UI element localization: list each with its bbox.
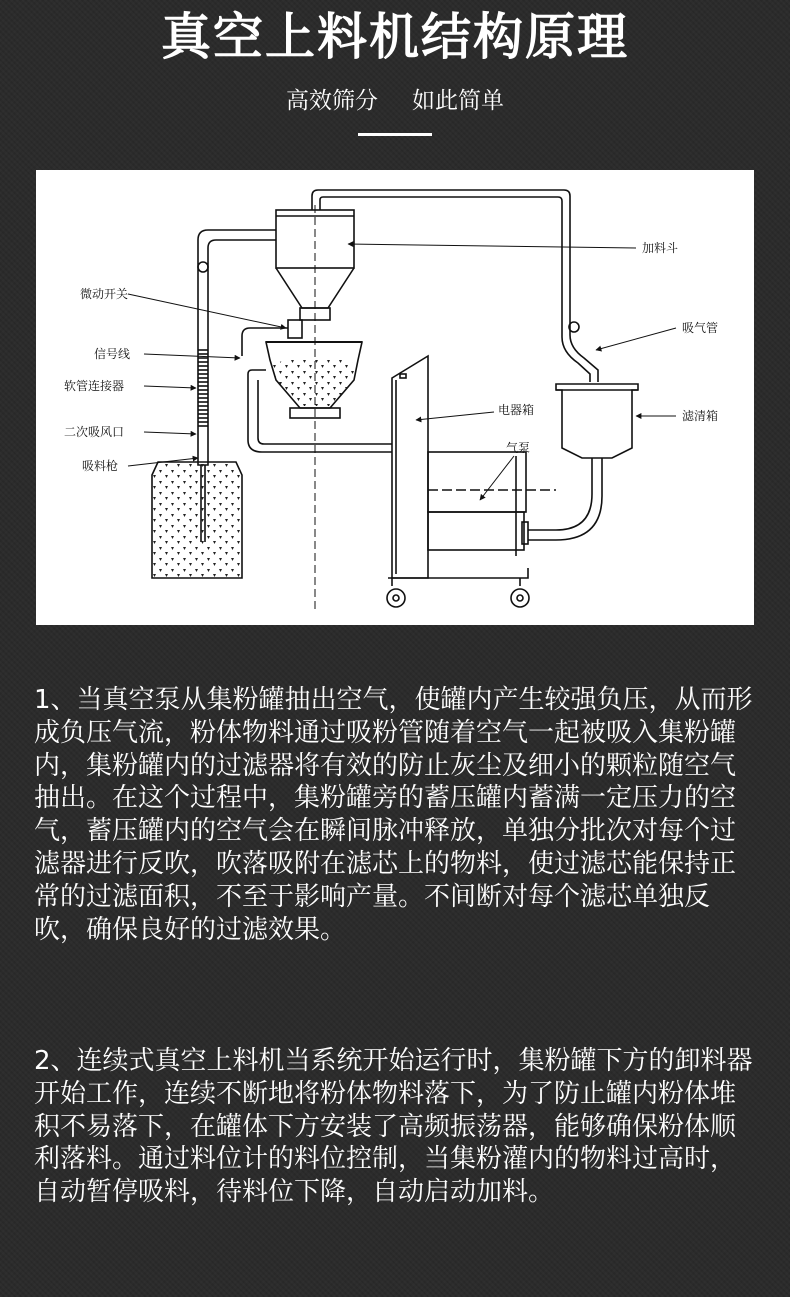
subtitle-right: 如此简单 bbox=[412, 88, 504, 114]
label-signal-wire: 信号线 bbox=[94, 347, 131, 361]
paragraph-2: 2、连续式真空上料机当系统开始运行时，集粉罐下方的卸料器开始工作，连续不断地将粉体物料落下，为了防止罐内粉体堆积不易落下，在罐体下方安装了高频振荡器，能够确保粉体顺利落料。通过料位计的料位控制，当集粉灌内的物料过高时，自动暂停吸料，待料位下降，自动启动加料。 bbox=[34, 1046, 753, 1208]
filter-box bbox=[556, 384, 638, 458]
micro-switch bbox=[288, 320, 302, 338]
page-title: 真空上料机结构原理 bbox=[161, 8, 629, 66]
label-hose-connector: 软管连接器 bbox=[64, 379, 125, 393]
label-suction-gun: 吸料枪 bbox=[82, 459, 119, 473]
label-electric-box: 电器箱 bbox=[498, 403, 535, 417]
label-suction-pipe: 吸气管 bbox=[682, 321, 719, 335]
subtitle bbox=[0, 84, 790, 118]
air-pump bbox=[428, 452, 526, 512]
subtitle-left: 高效筛分 bbox=[286, 88, 378, 114]
label-filter-box: 滤清箱 bbox=[682, 409, 719, 423]
label-micro-switch: 微动开关 bbox=[80, 287, 129, 301]
diagram-svg bbox=[36, 170, 754, 625]
paragraph-1: 1、当真空泵从集粉罐抽出空气，使罐内产生较强负压，从而形成负压气流，粉体物料通过吸粉管随着空气一起被吸入集粉罐内，集粉罐内的过滤器将有效的防止灰尘及细小的颗粒随空气抽出。在这个过程中，集粉罐旁的蓄压罐内蓄满一定压力的空气，蓄压罐内的空气会在瞬间脉冲释放，单独分批次对每个过滤器进行反吹，吹落吸附在滤芯上的物料，使过滤芯能保持正常的过滤面积，不至于影响产量。不间断对每个滤芯单独反吹，确保良好的过滤效果。 bbox=[34, 685, 753, 945]
top-pipe bbox=[312, 190, 598, 382]
title-underline bbox=[358, 133, 432, 136]
label-secondary-inlet: 二次吸风口 bbox=[64, 425, 125, 439]
label-air-pump: 气泵 bbox=[506, 441, 531, 455]
suction-pipe bbox=[198, 230, 276, 465]
structure-diagram bbox=[36, 170, 754, 625]
electric-cabinet bbox=[392, 356, 428, 578]
material-container bbox=[152, 462, 242, 578]
label-hopper: 加料斗 bbox=[642, 241, 679, 255]
